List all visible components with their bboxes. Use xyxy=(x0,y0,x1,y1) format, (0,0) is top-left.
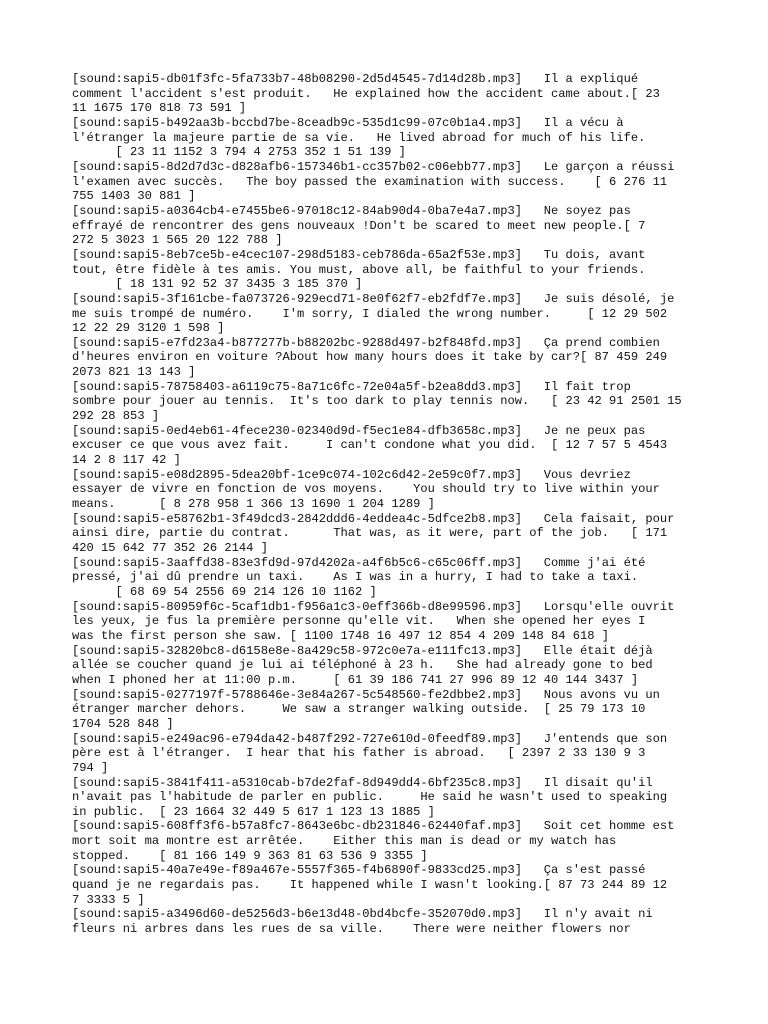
text-line: effrayé de rencontrer des gens nouveaux !Don't be scared to meet new people.[ 7 xyxy=(72,218,646,233)
text-line: les yeux, je fus la première personne qu'elle vit. When she opened her eyes I xyxy=(72,614,646,629)
text-line: [sound:sapi5-8d2d7d3c-d828afb6-157346b1-cc357b02-c06ebb77.mp3] Le garçon a réussi xyxy=(72,159,675,174)
text-line: 1704 528 848 ] xyxy=(72,716,174,731)
text-line: mort soit ma montre est arrêtée. Either this man is dead or my watch has xyxy=(72,834,617,849)
text-line: [sound:sapi5-78758403-a6119c75-8a71c6fc-72e04a5f-b2ea8dd3.mp3] Il fait trop xyxy=(72,379,631,394)
text-line: 14 2 8 117 42 ] xyxy=(72,453,181,468)
text-line: [sound:sapi5-3f161cbe-fa073726-929ecd71-8e0f62f7-eb2fdf7e.mp3] Je suis désolé, je xyxy=(72,291,675,306)
text-line: comment l'accident s'est produit. He explained how the accident came about.[ 23 xyxy=(72,86,660,101)
text-line: [sound:sapi5-3aaffd38-83e3fd9d-97d4202a-a4f6b5c6-c65c06ff.mp3] Comme j'ai été xyxy=(72,555,646,570)
document-text xyxy=(72,72,702,937)
text-line: 2073 821 13 143 ] xyxy=(72,365,196,380)
text-line: excuser ce que vous avez fait. I can't condone what you did. [ 12 7 57 5 4543 xyxy=(72,438,668,453)
text-line: [sound:sapi5-40a7e49e-f89a467e-5557f365-f4b6890f-9833cd25.mp3] Ça s'est passé xyxy=(72,863,646,878)
text-line: 12 22 29 3120 1 598 ] xyxy=(72,321,225,336)
text-line: quand je ne regardais pas. It happened while I wasn't looking.[ 87 73 244 89 12 xyxy=(72,878,668,893)
text-line: étranger marcher dehors. We saw a stranger walking outside. [ 25 79 173 10 xyxy=(72,702,646,717)
text-line: 420 15 642 77 352 26 2144 ] xyxy=(72,541,268,555)
text-line: [sound:sapi5-e7fd23a4-b877277b-b88202bc-9288d497-b2f848fd.mp3] Ça prend combien xyxy=(72,335,660,350)
text-line: d'heures environ en voiture ?About how many hours does it take by car?[ 87 459 249 xyxy=(72,350,668,365)
text-line: n'avait pas l'habitude de parler en public. He said he wasn't used to speaking xyxy=(72,790,668,805)
text-line: père est à l'étranger. I hear that his father is abroad. [ 2397 2 33 130 9 3 xyxy=(72,746,646,761)
text-line: [sound:sapi5-a3496d60-de5256d3-b6e13d48-0bd4bcfe-352070d0.mp3] Il n'y avait ni xyxy=(72,907,653,922)
text-line: stopped. [ 81 166 149 9 363 81 63 536 9 3355 ] xyxy=(72,848,428,863)
text-line: [sound:sapi5-a0364cb4-e7455be6-97018c12-84ab90d4-0ba7e4a7.mp3] Ne soyez pas xyxy=(72,203,631,218)
text-line: [ 23 11 1152 3 794 4 2753 352 1 51 139 ] xyxy=(72,145,406,160)
text-line: [sound:sapi5-608ff3f6-b57a8fc7-8643e6bc-db231846-62440faf.mp3] Soit cet homme est xyxy=(72,819,675,834)
text-line: allée se coucher quand je lui ai téléphoné à 23 h. She had already gone to bed xyxy=(72,658,653,673)
text-line: [sound:sapi5-db01f3fc-5fa733b7-48b08290-2d5d4545-7d14d28b.mp3] Il a expliqué xyxy=(72,72,639,86)
text-line: [sound:sapi5-80959f6c-5caf1db1-f956a1c3-0eff366b-d8e99596.mp3] Lorsqu'elle ouvrit xyxy=(72,599,675,614)
text-line: [sound:sapi5-3841f411-a5310cab-b7de2faf-8d949dd4-6bf235c8.mp3] Il disait qu'il xyxy=(72,775,653,790)
text-line: me suis trompé de numéro. I'm sorry, I dialed the wrong number. [ 12 29 502 xyxy=(72,306,668,321)
text-line: [sound:sapi5-e249ac96-e794da42-b487f292-727e610d-0feedf89.mp3] J'entends que son xyxy=(72,731,668,746)
text-line: in public. [ 23 1664 32 449 5 617 1 123 13 1885 ] xyxy=(72,804,435,819)
text-line: [ 68 69 54 2556 69 214 126 10 1162 ] xyxy=(72,584,377,599)
text-line: 794 ] xyxy=(72,760,109,775)
text-line: [sound:sapi5-e08d2895-5dea20bf-1ce9c074-102c6d42-2e59c0f7.mp3] Vous devriez xyxy=(72,467,631,482)
text-line: [sound:sapi5-32820bc8-d6158e8e-8a429c58-972c0e7a-e111fc13.mp3] Elle était déjà xyxy=(72,643,653,658)
text-line: means. [ 8 278 958 1 366 13 1690 1 204 1289 ] xyxy=(72,497,435,512)
text-line: [ 18 131 92 52 37 3435 3 185 370 ] xyxy=(72,277,363,292)
text-line: [sound:sapi5-8eb7ce5b-e4cec107-298d5183-ceb786da-65a2f53e.mp3] Tu dois, avant xyxy=(72,247,646,262)
text-line: was the first person she saw. [ 1100 1748 16 497 12 854 4 209 148 84 618 ] xyxy=(72,628,610,643)
text-line: l'étranger la majeure partie de sa vie. He lived abroad for much of his life. xyxy=(72,130,646,145)
text-line: [sound:sapi5-0277197f-5788646e-3e84a267-5c548560-fe2dbbe2.mp3] Nous avons vu un xyxy=(72,687,660,702)
text-line: 292 28 853 ] xyxy=(72,409,160,424)
text-line: sombre pour jouer au tennis. It's too dark to play tennis now. [ 23 42 91 2501 15 xyxy=(72,394,682,409)
text-line: 11 1675 170 818 73 591 ] xyxy=(72,101,247,116)
text-line: 7 3333 5 ] xyxy=(72,892,145,907)
text-line: tout, être fidèle à tes amis. You must, above all, be faithful to your friends. xyxy=(72,262,646,277)
text-line: pressé, j'ai dû prendre un taxi. As I was in a hurry, I had to take a taxi. xyxy=(72,570,639,585)
text-line: [sound:sapi5-b492aa3b-bccbd7be-8ceadb9c-535d1c99-07c0b1a4.mp3] Il a vécu à xyxy=(72,115,624,130)
text-line: 755 1403 30 881 ] xyxy=(72,189,196,204)
text-line: [sound:sapi5-0ed4eb61-4fece230-02340d9d-f5ec1e84-dfb3658c.mp3] Je ne peux pas xyxy=(72,423,646,438)
text-line: l'examen avec succès. The boy passed the examination with success. [ 6 276 11 xyxy=(72,174,668,189)
text-line: 272 5 3023 1 565 20 122 788 ] xyxy=(72,233,283,248)
text-line: essayer de vivre en fonction de vos moyens. You should try to live within your xyxy=(72,482,660,497)
text-line: fleurs ni arbres dans les rues de sa ville. There were neither flowers nor xyxy=(72,922,631,937)
text-line: [sound:sapi5-e58762b1-3f49dcd3-2842ddd6-4eddea4c-5dfce2b8.mp3] Cela faisait, pour xyxy=(72,511,675,526)
text-line: when I phoned her at 11:00 p.m. [ 61 39 186 741 27 996 89 12 40 144 3437 ] xyxy=(72,672,639,687)
text-line: ainsi dire, partie du contrat. That was, as it were, part of the job. [ 171 xyxy=(72,526,668,541)
